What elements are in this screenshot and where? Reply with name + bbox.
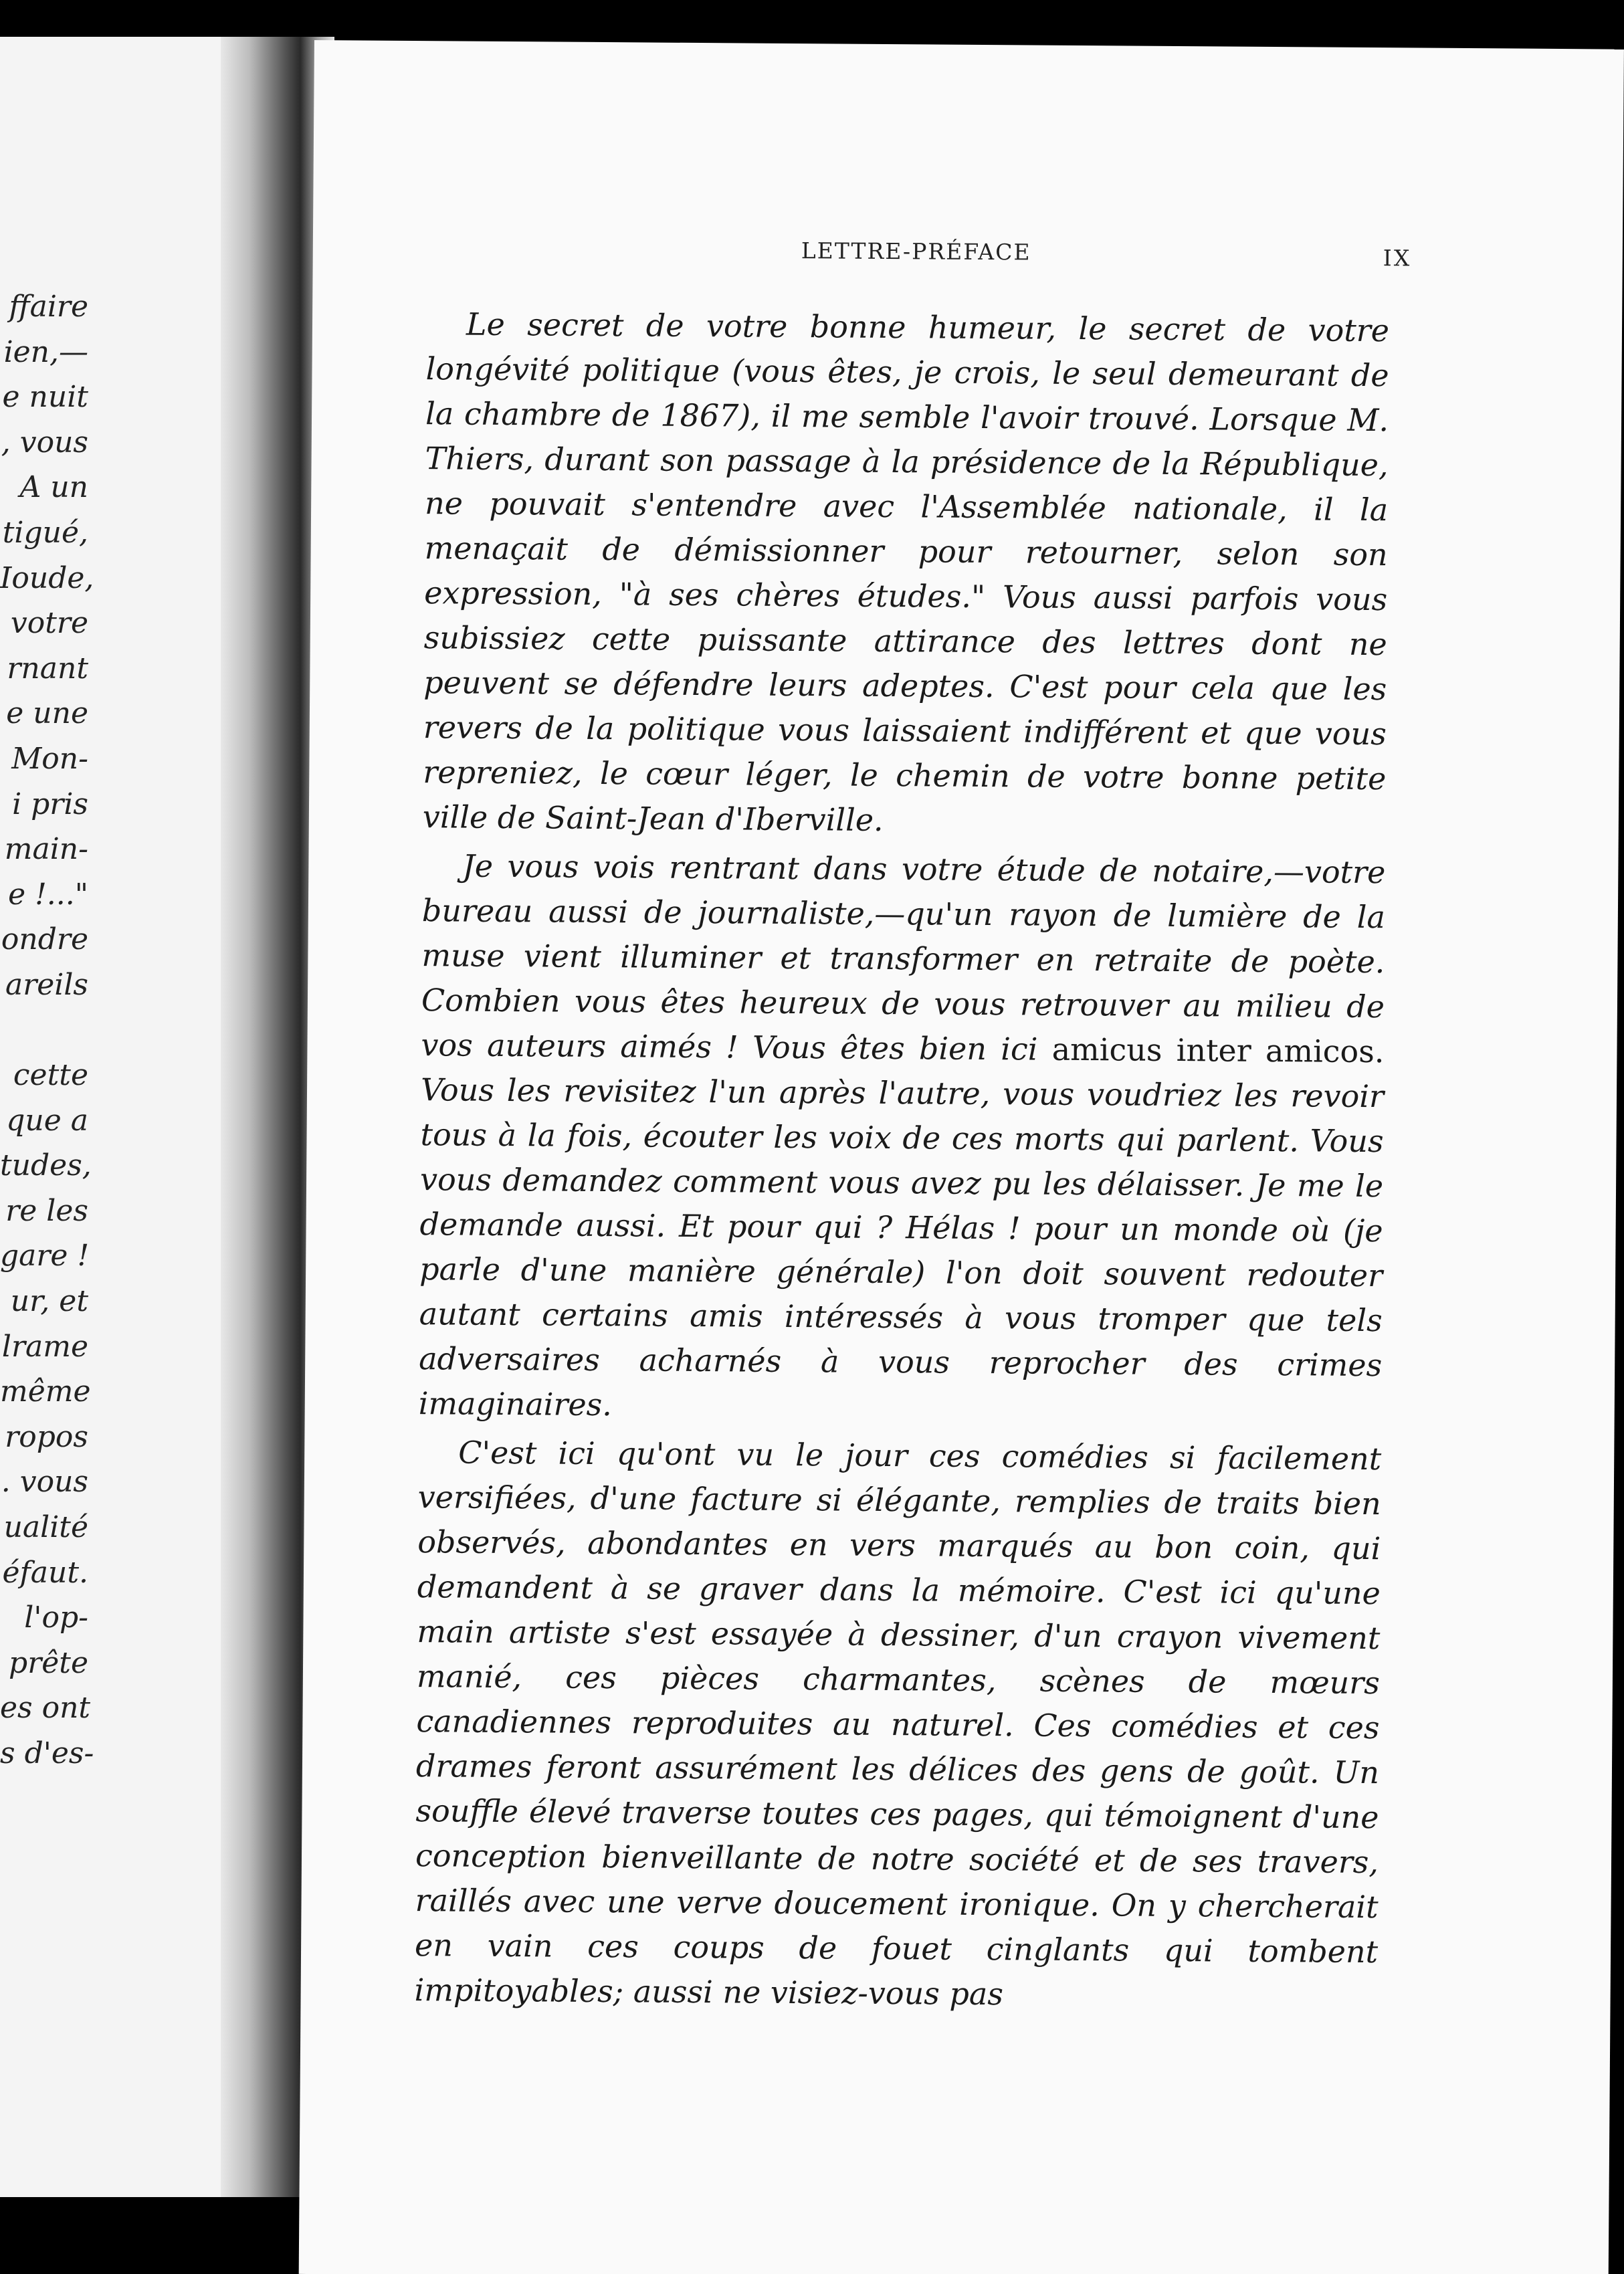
line-fragment: areils	[5, 967, 88, 1002]
line-fragment: re les	[5, 1193, 88, 1228]
paragraph-text: C'est ici qu'ont vu le jour ces comédies si facilement versifiées, d'une facture si élégante, remplies de traits bien observés, abondantes en vers marqués au bon coin, qui demandent à se graver dans la mémoire. C'est ici qu'une main artiste s'est essayée à dessiner, d'un crayon vivement manié, ces pièces charmantes, scènes de mœurs canadiennes reproduites au naturel. Ces comédies et ces drames feront assurément les délices des gens de goût. Un souffle élevé traverse toutes ces pages, qui témoignent d'une conception bienveillante de notre société et de ses travers, raillés avec une verve doucement ironique. On y chercherait en vain ces coups de fouet cinglants qui tombent impitoyables; aussi ne visiez-vous pas	[414, 1434, 1382, 2012]
paragraph	[423, 302, 1390, 846]
line-fragment: main-	[4, 832, 88, 867]
line-fragment: es ont	[0, 1691, 91, 1726]
paragraph-text: Le secret de votre bonne humeur, le secret de votre longévité politique (vous êtes, je crois, le seul demeurant de la chambre de 1867), il me semble l'avoir trouvé. Lorsque M. Thiers, durant son passage à la présidence de la République, ne pouvait s'entendre avec l'Assemblée nationale, il la menaçait de démissionner pour retourner, selon son expression, "à ses chères études." Vous aussi parfois vous subissiez cette puissante attirance des lettres dont ne peuvent se défendre leurs adeptes. C'est pour cela que les revers de la politique vous laissaient indifférent et que vous repreniez, le cœur léger, le chemin de votre bonne petite ville de Saint-Jean d'Iberville.	[422, 306, 1390, 838]
line-fragment: éfaut.	[2, 1555, 88, 1590]
line-fragment: . vous	[1, 1465, 88, 1500]
line-fragment: ur, et	[10, 1284, 88, 1319]
line-fragment: , vous	[1, 425, 88, 459]
line-fragment: e nuit	[2, 380, 88, 415]
paragraph	[419, 843, 1386, 1433]
previous-page-text	[0, 284, 94, 1776]
line-fragment: rnant	[7, 651, 88, 686]
line-fragment: gare !	[0, 1239, 90, 1273]
line-fragment: ualité	[3, 1510, 88, 1545]
line-fragment: prête	[9, 1645, 88, 1680]
line-fragment: que a	[6, 1103, 88, 1138]
line-fragment: Ioude,	[0, 560, 94, 595]
body-text	[414, 302, 1389, 2023]
line-fragment: ien,—	[3, 334, 88, 369]
line-fragment: même	[0, 1374, 91, 1409]
current-page	[299, 40, 1624, 2274]
line-fragment: cette	[13, 1058, 88, 1093]
running-head: LETTRE-PRÉFACE	[801, 237, 1031, 266]
line-fragment: votre	[10, 606, 88, 641]
line-fragment: tigué,	[2, 515, 88, 550]
line-fragment	[0, 1008, 88, 1053]
line-fragment: i pris	[12, 787, 88, 821]
line-fragment: e !..."	[8, 877, 88, 912]
line-fragment: A un	[19, 470, 88, 505]
line-fragment: l'op-	[24, 1600, 88, 1635]
page-number: IX	[1383, 245, 1412, 272]
paragraph-text: Je vous vois rentrant dans votre étude de notaire,—votre bureau aussi de journaliste,—qu'un rayon de lumière de la muse vient illuminer et transformer en retraite de poète. Combien vous êtes heureux de vous retrouver au milieu de vos auteurs aimés ! Vous êtes bien ici	[421, 847, 1386, 1067]
line-fragment: tudes,	[0, 1148, 92, 1183]
line-fragment: ffaire	[9, 290, 88, 324]
line-fragment: ondre	[1, 922, 88, 957]
line-fragment: e une	[6, 696, 88, 731]
line-fragment: Mon-	[11, 741, 88, 776]
latin-phrase: amicus inter amicos.	[1051, 1031, 1385, 1070]
line-fragment: ropos	[5, 1419, 88, 1454]
line-fragment: lrame	[1, 1329, 88, 1364]
paragraph-text: Vous les revisitez l'un après l'autre, vous voudriez les revoir tous à la fois, écouter les voix de ces morts qui parlent. Vous vous demandez comment vous avez pu les délaisser. Je me le demande aussi. Et pour qui ? Hélas ! pour un monde où (je parle d'une manière générale) l'on doit souvent redouter autant certains amis intéressés à vous tromper que tels adversaires acharnés à vous reprocher des crimes imaginaires.	[418, 1071, 1385, 1423]
line-fragment: s d'es-	[0, 1736, 94, 1770]
paragraph	[414, 1430, 1381, 2019]
